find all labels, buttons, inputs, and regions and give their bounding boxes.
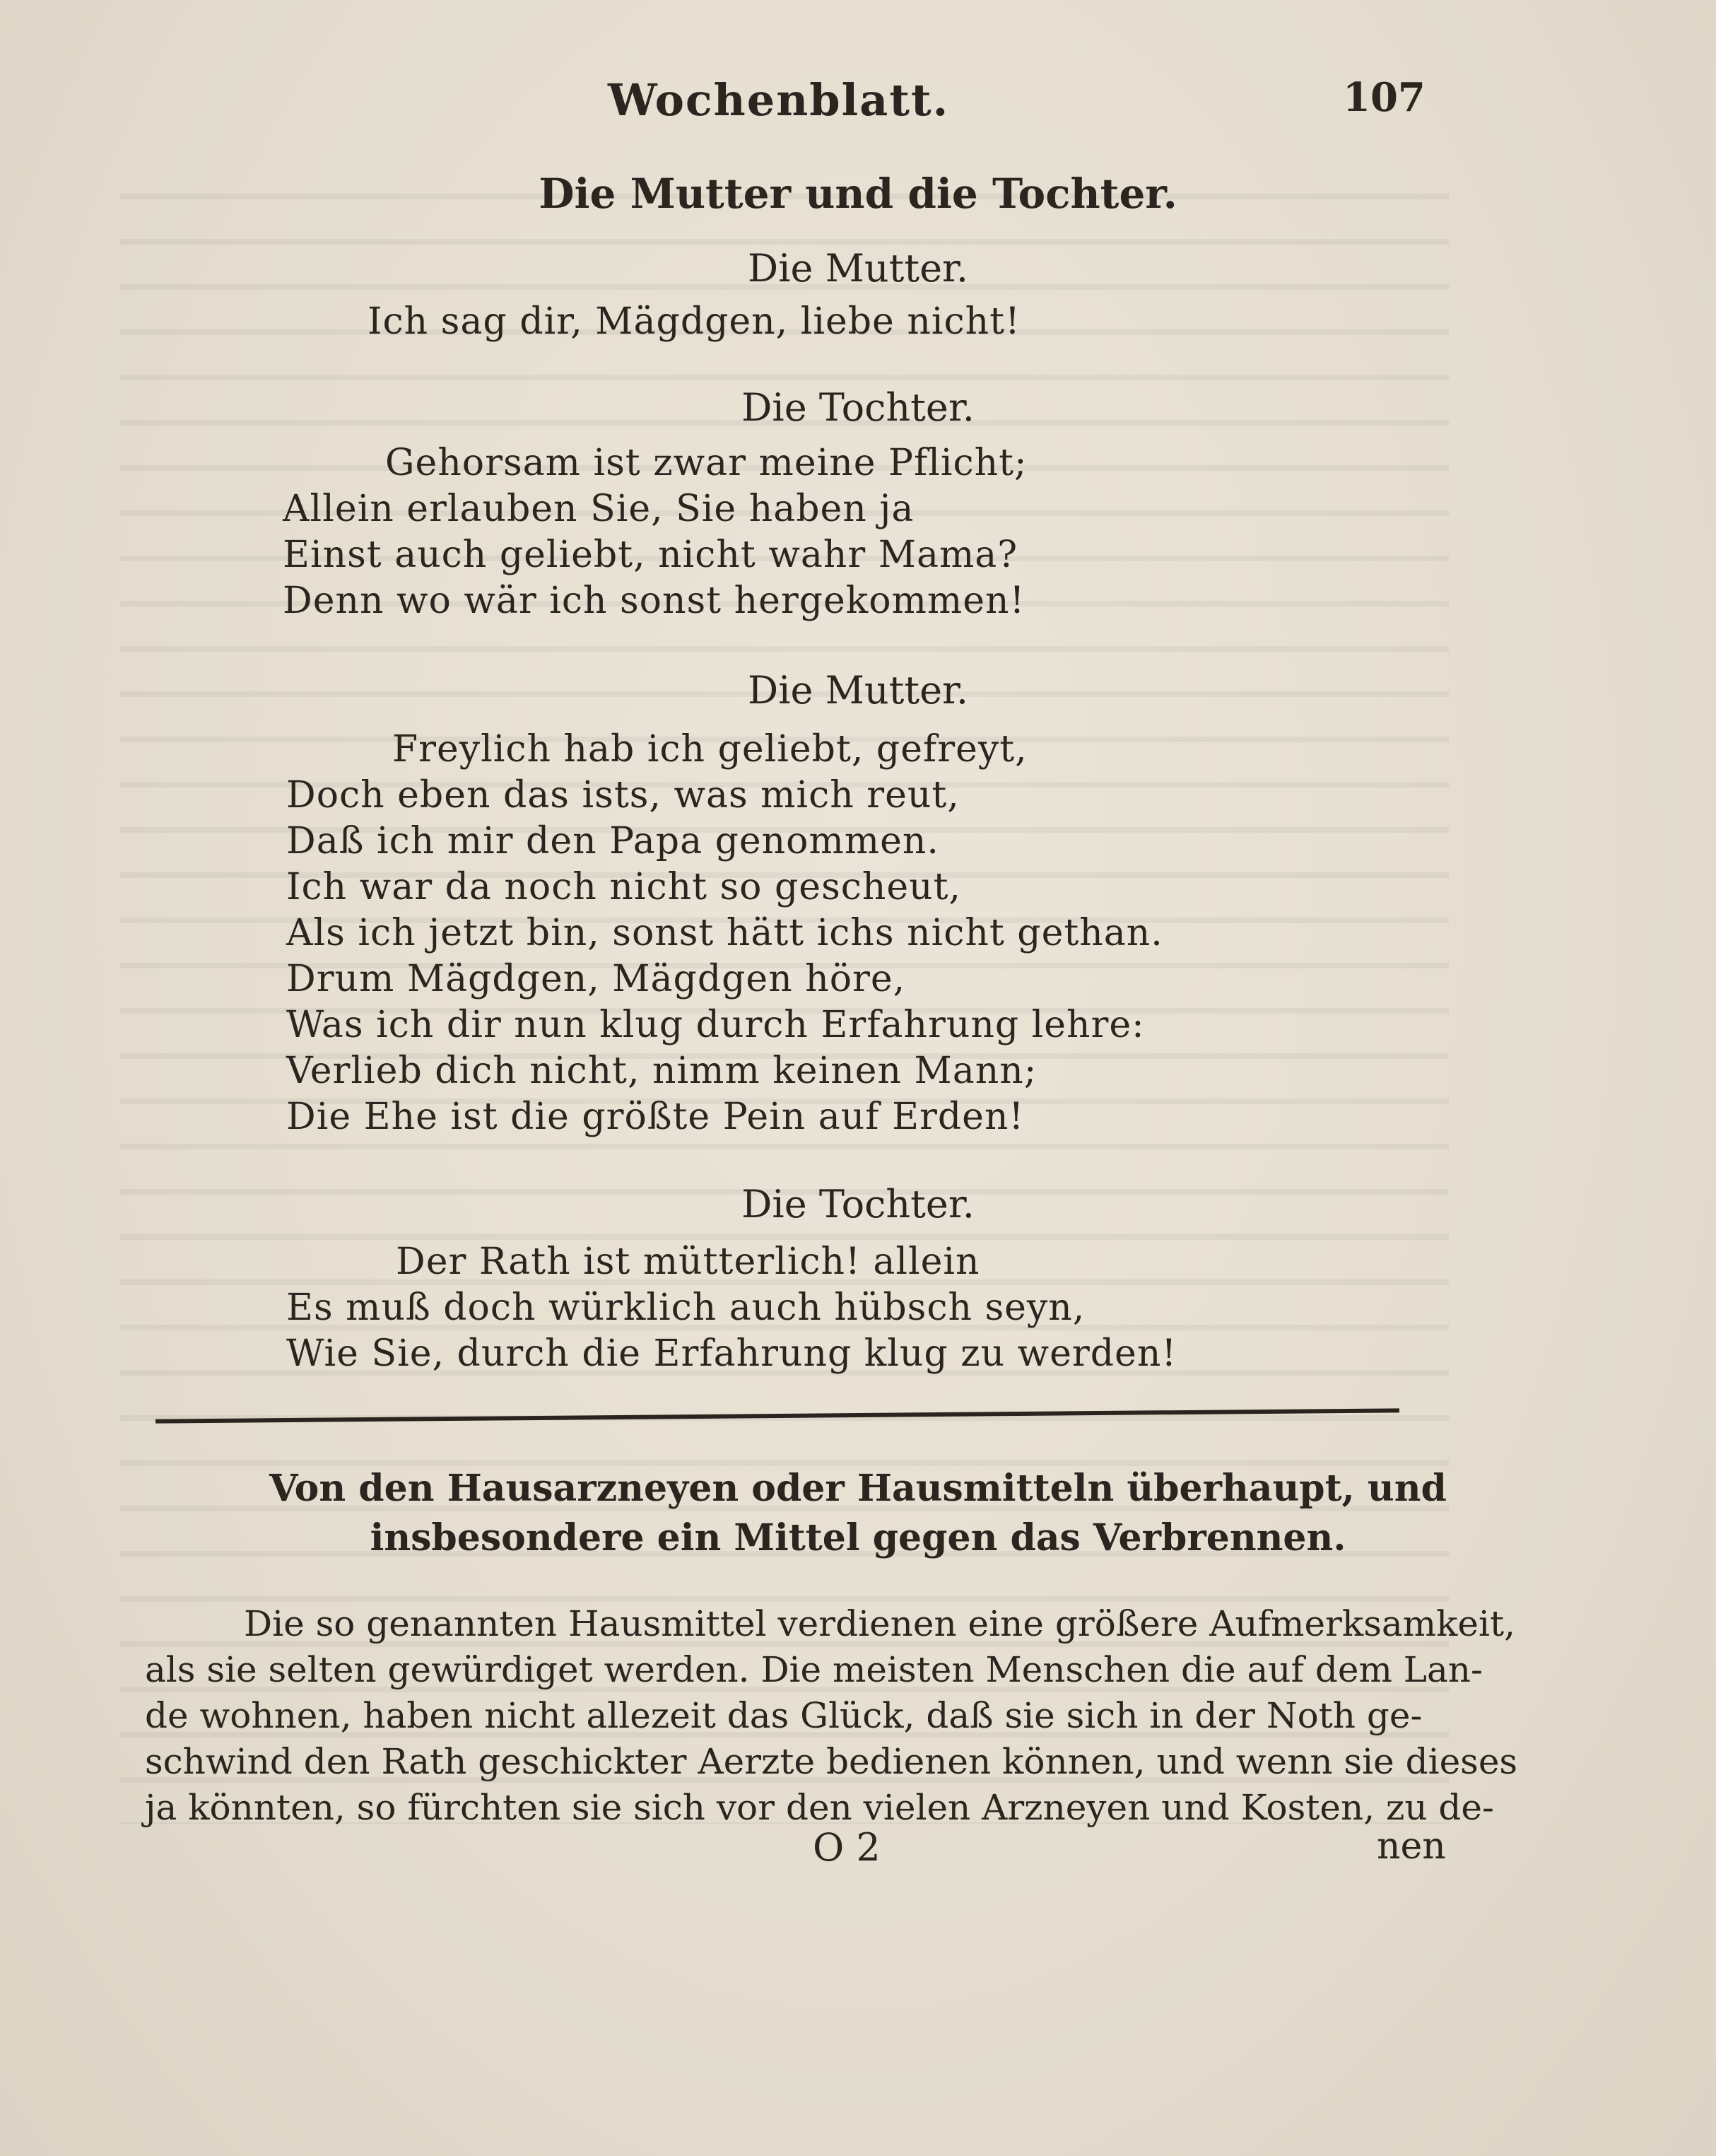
verse-line: Freylich hab ich geliebt, gefreyt,: [392, 728, 1028, 771]
speaker-label: Die Mutter.: [747, 668, 969, 713]
catchword: nen: [1377, 1825, 1446, 1868]
verse-line: Was ich dir nun klug durch Erfahrung lehre:: [286, 1004, 1145, 1046]
verse-line: Denn wo wär ich sonst hergekommen!: [283, 580, 1026, 622]
verse-line: Gehorsam ist zwar meine Pflicht;: [385, 442, 1028, 484]
verse-line: Ich sag dir, Mägdgen, liebe nicht!: [368, 300, 1021, 343]
paragraph-line: ja könnten, so fürchten sie sich vor den vielen Arzneyen und Kosten, zu de-: [145, 1787, 1494, 1828]
verse-line: Ich war da noch nicht so gescheut,: [286, 866, 962, 908]
verse-line: Drum Mägdgen, Mägdgen höre,: [286, 958, 906, 1000]
verse-line: Doch eben das ists, was mich reut,: [286, 774, 960, 816]
verse-line: Es muß doch würklich auch hübsch seyn,: [286, 1287, 1086, 1329]
article-title-line: insbesondere ein Mittel gegen das Verbrennen.: [370, 1516, 1346, 1559]
running-head: Wochenblatt.: [608, 74, 950, 126]
verse-line: Verlieb dich nicht, nimm keinen Mann;: [286, 1050, 1038, 1092]
paragraph-line: de wohnen, haben nicht allezeit das Glück, daß sie sich in der Noth ge-: [145, 1695, 1423, 1736]
verse-line: Der Rath ist mütterlich! allein: [396, 1241, 980, 1283]
paragraph-line: Die so genannten Hausmittel verdienen eine größere Aufmerksamkeit,: [244, 1603, 1515, 1644]
verse-line: Als ich jetzt bin, sonst hätt ichs nicht gethan.: [286, 912, 1163, 954]
paragraph-line: als sie selten gewürdiget werden. Die meisten Menschen die auf dem Lan-: [145, 1649, 1483, 1690]
speaker-label: Die Tochter.: [741, 385, 975, 430]
signature-mark: O 2: [813, 1825, 881, 1870]
verse-line: Wie Sie, durch die Erfahrung klug zu werden!: [286, 1332, 1177, 1375]
paragraph-line: schwind den Rath geschickter Aerzte bedienen können, und wenn sie dieses: [145, 1741, 1518, 1782]
page-number: 107: [1343, 74, 1426, 121]
verse-line: Daß ich mir den Papa genommen.: [286, 820, 939, 862]
speaker-label: Die Mutter.: [747, 246, 969, 291]
article-title-line: Von den Hausarzneyen oder Hausmitteln überhaupt, und: [269, 1467, 1447, 1510]
verse-line: Einst auch geliebt, nicht wahr Mama?: [283, 534, 1018, 576]
verse-line: Die Ehe ist die größte Pein auf Erden!: [286, 1096, 1025, 1138]
poem-title: Die Mutter und die Tochter.: [539, 170, 1177, 218]
speaker-label: Die Tochter.: [741, 1182, 975, 1226]
verse-line: Allein erlauben Sie, Sie haben ja: [283, 488, 915, 530]
